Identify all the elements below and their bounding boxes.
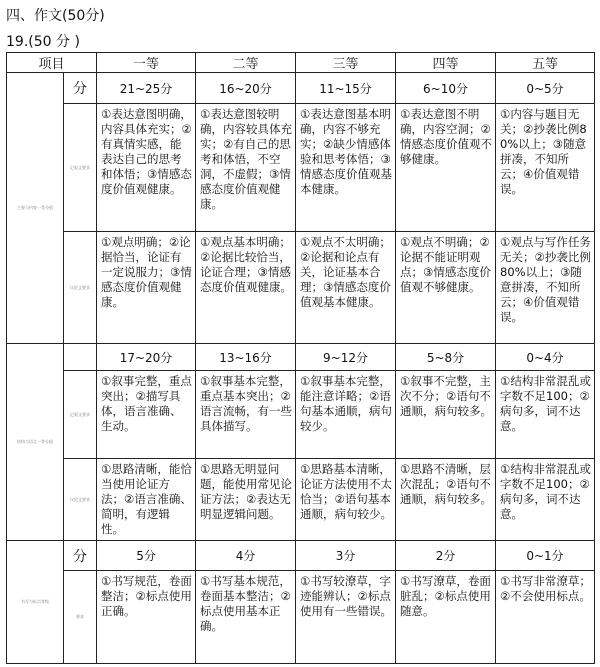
criteria-cell: ①观点不明确；②论据不能证明观点；③情感态度价值观不够健康。: [396, 232, 496, 344]
score-range: 0~5分: [496, 73, 595, 104]
header-row: [7, 53, 595, 73]
header-grade-1: 一等: [97, 53, 196, 73]
score-label: [64, 344, 97, 371]
content-score-row: [7, 73, 595, 104]
criteria-cell: ①表达意图不明确，内容空洞；②情感态度价值观不够健康。: [396, 104, 496, 232]
criteria-cell: ①表达意图基本明确，内容不够充实；②缺少情感体验和思考体悟；③情感态度价值观基本健康。: [296, 104, 396, 232]
row-label: 记叙文要求: [64, 371, 97, 459]
score-range: 13~16分: [196, 344, 296, 371]
row-label: 记叙文要求: [64, 104, 97, 232]
score-label: 分: [64, 541, 97, 571]
score-range: 6~10分: [396, 73, 496, 104]
header-grade-3: 三等: [296, 53, 396, 73]
criteria-cell: ①观点明确；②论据恰当，论证有一定说服力；③情感态度价值观健康。: [97, 232, 196, 344]
criteria-cell: ①表达意图较明确，内容较具体充实；②有自己的思考和体悟，不空洞，不虚假；③情感态度价值观健康。: [196, 104, 296, 232]
criteria-cell: ①思路无明显问题，能使用常见论证方法；②表达无明显逻辑问题。: [196, 459, 296, 541]
score-range: 3分: [296, 541, 396, 571]
score-range: 4分: [196, 541, 296, 571]
content-narrative-row: [7, 104, 595, 232]
header-item: 项目: [7, 53, 97, 73]
structure-narrative-row: [7, 371, 595, 459]
criteria-cell: ①叙事完整，重点突出；②描写具体，语言准确、生动。: [97, 371, 196, 459]
criteria-cell: ①结构非常混乱或字数不足100；②病句多，词不达意。: [496, 371, 595, 459]
criteria-cell: ①思路清晰，能恰当使用论证方法；②语言准确、简明，有逻辑性。: [97, 459, 196, 541]
writing-score-row: [7, 541, 595, 571]
structure-argument-row: [7, 459, 595, 541]
criteria-cell: ①思路基本清晰，论证方法使用不太恰当；②语句基本通顺，病句较少。: [296, 459, 396, 541]
row-label: 要求: [64, 571, 97, 664]
criteria-cell: ①叙事基本完整，重点基本突出；②语言流畅，有一些具体描写。: [196, 371, 296, 459]
criteria-cell: ①书写非常潦草；②不会使用标点。: [496, 571, 595, 664]
score-range: 5分: [97, 541, 196, 571]
criteria-cell: ①观点不太明确；②论据和论点有关，论证基本合理；③情感态度价值观基本健康。: [296, 232, 396, 344]
criteria-cell: ①叙事基本完整，能注意详略；②语句基本通顺，病句较少。: [296, 371, 396, 459]
score-range: 21~25分: [97, 73, 196, 104]
scoring-rubric-table: [6, 52, 595, 664]
row-label: 议论文要求: [64, 232, 97, 344]
header-grade-5: 五等: [496, 53, 595, 73]
criteria-cell: ①结构非常混乱或字数不足100；②病句多，词不达意。: [496, 459, 595, 541]
content-argument-row: [7, 232, 595, 344]
score-range: 9~12分: [296, 344, 396, 371]
criteria-cell: ①思路不清晰，层次混乱；②语句不通顺，病句较多。: [396, 459, 496, 541]
criteria-cell: ①叙事不完整，主次不分；②语句不通顺，病句较多。: [396, 371, 496, 459]
score-range: 0~1分: [496, 541, 595, 571]
criteria-cell: ①书写潦草，卷面脏乱；②标点使用随意。: [396, 571, 496, 664]
criteria-cell: ①书写基本规范，卷面基本整洁；②标点使用基本正确。: [196, 571, 296, 664]
section-label-writing: 书写与标点等级: [7, 541, 64, 664]
header-grade-2: 二等: [196, 53, 296, 73]
section-label-content: 主要与内容一等分值: [7, 73, 64, 344]
criteria-cell: ①观点基本明确；②论据比较恰当，论证合理；③情感态度价值观健康。: [196, 232, 296, 344]
writing-requirement-row: [7, 571, 595, 664]
score-range: 11~15分: [296, 73, 396, 104]
score-range: 17~20分: [97, 344, 196, 371]
criteria-cell: ①书写较潦草，字迹能辨认；②标点使用有一些错误。: [296, 571, 396, 664]
row-label: 议论文要求: [64, 459, 97, 541]
question-heading: 19.(50 分 ): [6, 34, 80, 50]
score-range: 16~20分: [196, 73, 296, 104]
score-label: 分: [64, 73, 97, 104]
score-range: 2分: [396, 541, 496, 571]
criteria-cell: ①内容与题目无关；②抄袭比例80%以上；③随意拼凑，不知所云；④价值观错误。: [496, 104, 595, 232]
criteria-cell: ①表达意图明确，内容具体充实；②有真情实感，能表达自己的思考和体悟；③情感态度价值观健康。: [97, 104, 196, 232]
score-range: 0~4分: [496, 344, 595, 371]
section-heading: 四、作文(50分): [6, 8, 105, 24]
criteria-cell: ①观点与写作任务无关；②抄袭比例80%以上；③随意拼凑，不知所云；④价值观错误。: [496, 232, 595, 344]
section-label-structure: 结构与语言一等分值: [7, 344, 64, 541]
header-grade-4: 四等: [396, 53, 496, 73]
score-range: 5~8分: [396, 344, 496, 371]
structure-score-row: [7, 344, 595, 371]
criteria-cell: ①书写规范，卷面整洁；②标点使用正确。: [97, 571, 196, 664]
